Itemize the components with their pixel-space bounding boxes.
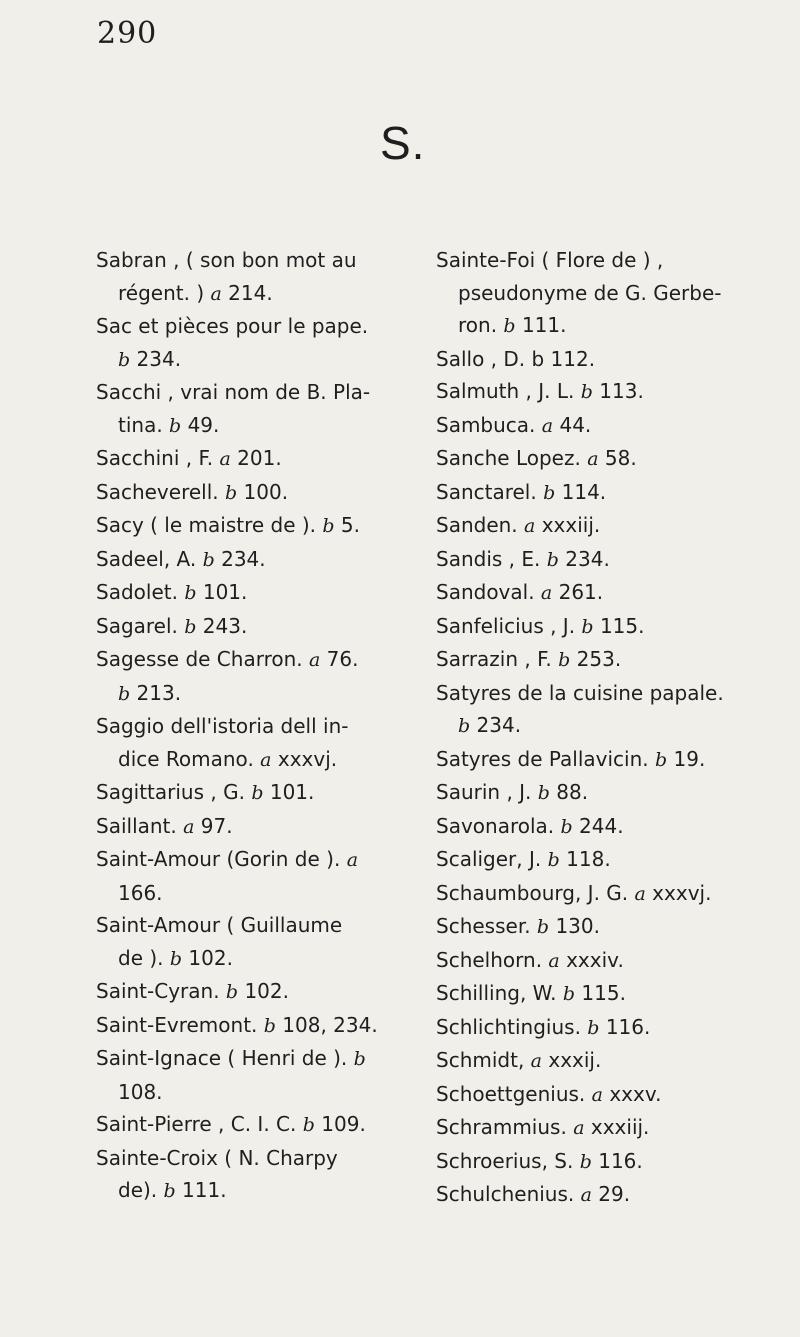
page-reference: 234. [214,546,266,571]
volume-reference: b [503,315,516,337]
page-number: 290 [97,16,158,51]
entry-text: tina. [118,412,170,437]
entry-text: 166. [118,880,163,905]
entry-text: Schelhorn. [436,947,549,972]
entry-text: Sarrazin , F. [436,647,559,671]
page-reference: 234. [470,713,522,737]
entry-text: Saggio dell'istoria dell in- [96,714,349,738]
volume-reference: a [548,949,560,972]
volume-reference: b [169,414,182,437]
entry-text: Sanctarel. [436,479,544,504]
index-entry-line [436,743,771,777]
volume-reference: a [309,649,321,671]
page-reference: 116. [591,1148,643,1173]
page-reference: xxxv. [602,1081,662,1106]
page-reference: 58. [598,446,637,470]
page-reference: xxxij. [542,1048,602,1072]
page-reference: 116. [599,1014,651,1039]
entry-text: pseudonyme de G. Gerbe- [458,280,722,305]
page-reference: 88. [549,780,589,804]
entry-text: de). [118,1178,164,1202]
index-entry-line [436,910,771,944]
index-entry-line [96,244,431,277]
volume-reference: b [202,548,215,571]
volume-reference: a [573,1117,585,1139]
page-reference: 102. [238,979,289,1003]
index-column-left [96,244,431,1208]
entry-text: régent. ) [118,280,211,305]
entry-text: Schilling, W. [436,981,563,1005]
volume-reference: b [353,1048,366,1070]
entry-text: Saint-Cyran. [96,979,226,1003]
index-entry-line [436,677,771,710]
index-entry-line [96,576,431,610]
index-entry-line [436,1178,771,1212]
index-entry-line [96,610,431,644]
index-entry-line [436,576,771,610]
volume-reference: b [580,381,593,403]
volume-reference: b [546,548,559,571]
entry-text: Schesser. [436,914,537,938]
entry-text: Saint-Evremont. [96,1012,264,1037]
index-entry-line [436,709,771,743]
volume-reference: a [524,515,536,537]
volume-reference: b [225,981,239,1003]
index-entry-line [436,776,771,810]
volume-reference: a [580,1184,592,1206]
page-reference: 111. [515,313,567,337]
page-reference: 44. [553,412,592,437]
index-entry-line [436,476,771,510]
volume-reference: b [224,481,238,504]
section-heading: S. [380,117,426,169]
page-reference: 253. [570,647,622,671]
volume-reference: b [581,615,594,638]
index-entry-line [96,1108,431,1142]
volume-reference: b [322,515,335,537]
index-entry-line [96,743,431,777]
index-entry-line [96,677,431,711]
page-reference: 49. [181,412,220,437]
volume-reference: a [530,1050,542,1072]
volume-reference: b [537,782,550,804]
entry-text: Sainte-Croix ( N. Charpy [96,1145,338,1170]
volume-reference: b [163,1180,176,1202]
page-reference: 201. [230,446,282,470]
entry-text: Savonarola. [436,813,561,838]
page-reference: xxxiij. [584,1115,650,1139]
page-reference: 109. [314,1112,366,1136]
entry-text: Scaliger, J. [436,847,548,871]
page-reference: 130. [549,914,600,938]
page-reference: 234. [558,546,610,571]
volume-reference: b [169,947,183,970]
index-entry-line [436,309,771,343]
page-reference: 5. [334,513,361,537]
volume-reference: a [219,448,231,470]
index-entry-line [436,810,771,844]
index-entry-line [96,776,431,810]
page-reference: 114. [555,479,607,504]
index-entry-line [96,942,431,976]
index-entry-line [96,909,431,942]
index-entry-line [436,643,771,677]
volume-reference: b [547,849,560,871]
entry-text: Satyres de la cuisine papale. [436,680,724,705]
index-entry-line [436,277,771,310]
index-entry-line [436,409,771,443]
index-entry-line [96,1076,431,1109]
entry-text: Salmuth , J. L. [436,379,581,403]
volume-reference: b [302,1114,315,1136]
index-entry-line [96,409,431,443]
page-reference: 101. [196,580,248,604]
index-entry-line [436,1111,771,1145]
index-entry-line [436,543,771,577]
page-reference: xxxvj. [271,746,338,771]
page-reference: 111. [175,1178,227,1202]
volume-reference: b [558,649,571,671]
index-entry-line [436,1145,771,1179]
entry-text: ron. [458,313,504,337]
index-entry-line [96,277,431,311]
volume-reference: a [541,414,554,437]
entry-text: Sacy ( le maistre de ). [96,513,323,537]
entry-text: Sandoval. [436,580,541,604]
volume-reference: b [587,1016,600,1039]
entry-text: Sacchini , F. [96,446,220,470]
page-reference: 108, 234. [275,1012,378,1037]
entry-text: Schmidt, [436,1048,531,1072]
entry-text: Sainte-Foi ( Flore de ) , [436,248,664,272]
entry-text: Schrammius. [436,1115,574,1139]
index-entry-line [96,376,431,409]
entry-text: Saurin , J. [436,780,538,804]
volume-reference: b [458,715,471,737]
index-entry-line [96,343,431,377]
page-reference: 115. [575,981,626,1005]
index-entry-line [436,1011,771,1045]
index-entry-line [436,509,771,543]
volume-reference: b [654,748,668,771]
index-entry-line [436,944,771,978]
page-reference: 76. [320,647,359,671]
index-entry-line [436,977,771,1011]
index-entry-line [436,1044,771,1078]
volume-reference: a [634,882,646,905]
index-entry-line [96,843,431,877]
entry-text: Saint-Pierre , C. I. C. [96,1112,303,1136]
page-reference: xxxiij. [535,513,601,537]
volume-reference: b [536,916,550,938]
entry-text: 108. [118,1079,163,1104]
volume-reference: b [118,682,131,705]
page-reference: 113. [592,379,644,403]
index-entry-line [96,476,431,510]
entry-text: de ). [118,945,170,970]
index-entry-line [96,1009,431,1043]
index-entry-line [436,375,771,409]
index-column-right [436,244,771,1212]
index-entry-line [436,877,771,911]
volume-reference: b [184,582,197,604]
volume-reference: a [587,448,599,470]
index-entry-line [96,1142,431,1175]
index-entry-line [96,543,431,577]
entry-text: Satyres de Pallavicin. [436,746,655,771]
volume-reference: a [210,282,222,305]
index-entry-line [436,442,771,476]
entry-text: Schaumbourg, J. G. [436,880,635,905]
entry-text: Sacchi , vrai nom de B. Pla- [96,380,371,404]
volume-reference: b [543,481,556,504]
volume-reference: b [184,615,197,638]
entry-text: dice Romano. [118,746,261,771]
page-reference: 244. [572,813,624,838]
entry-text: Sagarel. [96,613,185,638]
volume-reference: b [560,815,573,838]
index-entry-line [96,710,431,743]
page-reference: 243. [196,613,248,638]
entry-text: Sadolet. [96,580,185,604]
entry-text: Sanfelicius , J. [436,613,582,638]
entry-text: Schlichtingius. [436,1014,588,1039]
volume-reference: a [346,849,359,871]
index-entry-line [436,244,771,277]
page-reference: 118. [559,847,611,871]
entry-text: Sandis , E. [436,546,547,571]
volume-reference: a [540,582,553,604]
entry-text: Sanche Lopez. [436,446,588,470]
volume-reference: a [591,1083,603,1106]
index-entry-line [96,1042,431,1076]
entry-text: Sambuca. [436,412,542,437]
page-reference: xxxvj. [645,880,712,905]
index-entry-line [436,610,771,644]
page-reference: 234. [130,346,182,371]
index-entry-line [96,442,431,476]
volume-reference: b [251,782,264,804]
page-reference: 261. [552,580,604,604]
page-reference: 102. [182,945,233,970]
index-entry-line [96,810,431,844]
volume-reference: a [260,748,272,771]
index-entry-line [96,975,431,1009]
page-reference: 29. [591,1182,631,1206]
entry-text: Saint-Amour ( Guillaume [96,913,343,937]
page-reference: 97. [194,813,233,838]
index-entry-line [96,1174,431,1208]
index-entry-line [436,343,771,376]
volume-reference: b [579,1150,592,1173]
entry-text: Sac et pièces pour le pape. [96,314,369,338]
page-reference: 214. [221,280,273,305]
entry-text: Sabran , ( son bon mot au [96,248,357,272]
index-entry-line [96,509,431,543]
volume-reference: b [118,348,131,371]
entry-text: Schroerius, S. [436,1148,580,1173]
entry-text: Sagesse de Charron. [96,647,309,671]
index-entry-line [96,877,431,910]
entry-text: Schoettgenius. [436,1081,592,1106]
page-reference: 100. [237,479,289,504]
page-reference: 213. [130,680,182,705]
entry-text: Schulchenius. [436,1182,581,1206]
entry-text: Sanden. [436,513,525,537]
page-reference: 19. [667,746,706,771]
index-entry-line [436,1078,771,1112]
entry-text: Saint-Ignace ( Henri de ). [96,1046,354,1070]
entry-text: Sagittarius , G. [96,780,252,804]
volume-reference: b [263,1014,276,1037]
entry-text: Sallo , D. b 112. [436,346,596,371]
page-reference: xxxiv. [559,947,624,972]
entry-text: Sadeel, A. [96,546,203,571]
page-reference: 115. [593,613,645,638]
volume-reference: b [562,983,576,1005]
entry-text: Sacheverell. [96,479,225,504]
page-reference: 101. [263,780,315,804]
index-entry-line [96,310,431,343]
entry-text: Saint-Amour (Gorin de ). [96,847,347,871]
entry-text: Saillant. [96,813,184,838]
index-entry-line [436,843,771,877]
volume-reference: a [183,815,195,838]
index-entry-line [96,643,431,677]
